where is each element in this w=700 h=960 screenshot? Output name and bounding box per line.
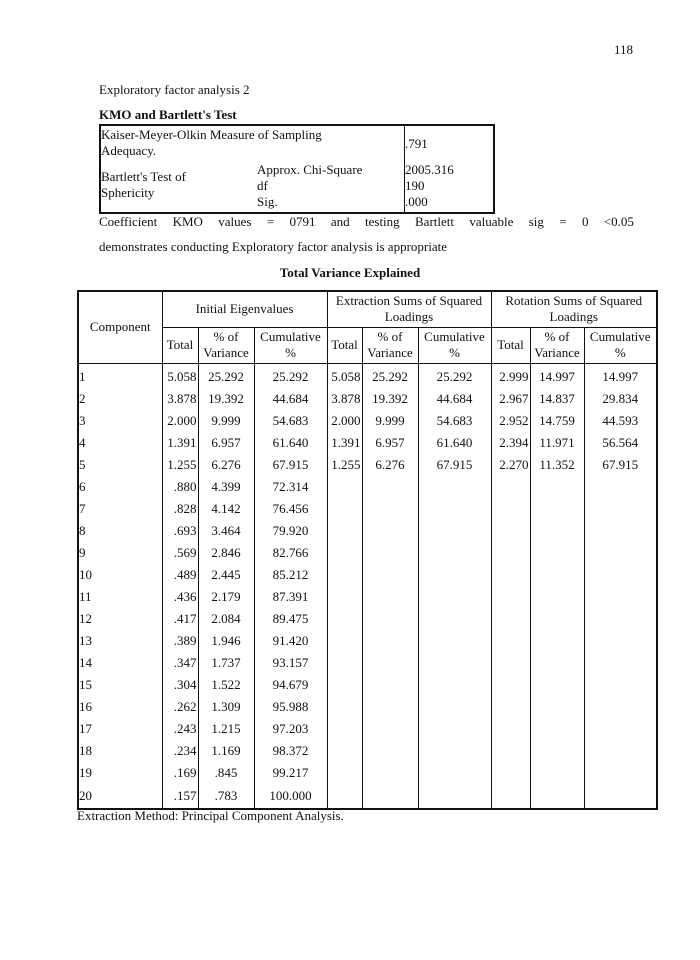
value-cell: 14.759 [530, 410, 584, 432]
value-cell [584, 740, 657, 762]
value-cell: 76.456 [254, 498, 327, 520]
component-cell: 6 [78, 476, 162, 498]
value-cell: 97.203 [254, 718, 327, 740]
value-cell: 87.391 [254, 586, 327, 608]
component-cell: 2 [78, 388, 162, 410]
value-cell [362, 608, 418, 630]
value-cell [327, 542, 362, 564]
paragraph-word: 0791 [289, 214, 316, 229]
value-cell [362, 498, 418, 520]
value-cell [530, 762, 584, 784]
value-cell: 93.157 [254, 652, 327, 674]
value-cell: .347 [162, 652, 198, 674]
value-cell: 67.915 [254, 454, 327, 476]
table-row [78, 696, 657, 718]
kmo-value: .791 [405, 136, 428, 151]
value-cell: 2.952 [491, 410, 530, 432]
value-cell [327, 608, 362, 630]
value-cell: .693 [162, 520, 198, 542]
value-cell: 4.399 [198, 476, 254, 498]
value-cell: 61.640 [254, 432, 327, 454]
value-cell [418, 608, 491, 630]
table-row [78, 652, 657, 674]
value-cell: 6.957 [198, 432, 254, 454]
value-cell [327, 740, 362, 762]
value-cell: 44.684 [254, 388, 327, 410]
value-cell: .569 [162, 542, 198, 564]
value-cell [584, 784, 657, 809]
value-cell: 1.309 [198, 696, 254, 718]
value-cell [530, 564, 584, 586]
table-row [78, 520, 657, 542]
component-cell: 1 [78, 363, 162, 388]
value-cell: 1.737 [198, 652, 254, 674]
subheader: % of Variance [198, 327, 254, 363]
value-cell [327, 476, 362, 498]
value-cell [418, 586, 491, 608]
table-row [78, 718, 657, 740]
value-cell: 99.217 [254, 762, 327, 784]
value-cell: 3.878 [162, 388, 198, 410]
table-row [78, 498, 657, 520]
component-cell: 8 [78, 520, 162, 542]
value-cell [362, 542, 418, 564]
component-cell: 5 [78, 454, 162, 476]
value-cell [327, 564, 362, 586]
value-cell [418, 762, 491, 784]
component-cell: 15 [78, 674, 162, 696]
value-cell: 19.392 [198, 388, 254, 410]
table-row [78, 432, 657, 454]
value-cell: 54.683 [254, 410, 327, 432]
table-footnote: Extraction Method: Principal Component Analysis. [77, 808, 344, 823]
value-cell [530, 696, 584, 718]
subheader: Total [162, 327, 198, 363]
value-cell [491, 564, 530, 586]
value-cell: 79.920 [254, 520, 327, 542]
value-cell: 94.679 [254, 674, 327, 696]
value-cell: .436 [162, 586, 198, 608]
component-cell: 11 [78, 586, 162, 608]
section-heading: Exploratory factor analysis 2 [99, 82, 250, 97]
value-cell: 14.997 [530, 363, 584, 388]
value-cell [530, 740, 584, 762]
value-cell [584, 542, 657, 564]
value-cell: 9.999 [198, 410, 254, 432]
sig-label: Sig. [257, 194, 278, 209]
value-cell [491, 476, 530, 498]
value-cell [530, 608, 584, 630]
value-cell: 2.445 [198, 564, 254, 586]
value-cell [584, 630, 657, 652]
value-cell: 44.593 [584, 410, 657, 432]
subheader: Total [327, 327, 362, 363]
component-cell: 12 [78, 608, 162, 630]
value-cell: 2.967 [491, 388, 530, 410]
value-cell [327, 652, 362, 674]
value-cell: .828 [162, 498, 198, 520]
value-cell [327, 718, 362, 740]
subheader: Cumulative % [418, 327, 491, 363]
table-row [78, 674, 657, 696]
value-cell [362, 476, 418, 498]
table-row [78, 410, 657, 432]
value-cell [362, 520, 418, 542]
value-cell: 4.142 [198, 498, 254, 520]
value-cell [491, 674, 530, 696]
value-cell: 25.292 [198, 363, 254, 388]
table-row [78, 784, 657, 809]
value-cell: 89.475 [254, 608, 327, 630]
value-cell: 1.255 [162, 454, 198, 476]
value-cell [418, 520, 491, 542]
value-cell [491, 498, 530, 520]
component-cell: 4 [78, 432, 162, 454]
value-cell: .157 [162, 784, 198, 809]
value-cell [491, 586, 530, 608]
value-cell [362, 784, 418, 809]
chi-value: 2005.316 [405, 162, 454, 177]
value-cell: .234 [162, 740, 198, 762]
value-cell [418, 674, 491, 696]
value-cell: 19.392 [362, 388, 418, 410]
value-cell [362, 696, 418, 718]
table-row [78, 630, 657, 652]
group-header: Initial Eigenvalues [162, 291, 327, 327]
value-cell: 5.058 [162, 363, 198, 388]
kmo-table [99, 124, 495, 214]
value-cell: 67.915 [418, 454, 491, 476]
value-cell [362, 564, 418, 586]
df-label: df [257, 178, 268, 193]
value-cell: .389 [162, 630, 198, 652]
value-cell [491, 762, 530, 784]
subheader: % of Variance [530, 327, 584, 363]
component-header: Component [78, 291, 162, 363]
value-cell: 100.000 [254, 784, 327, 809]
value-cell: 11.971 [530, 432, 584, 454]
value-cell [584, 586, 657, 608]
paragraph-word: valuable [469, 214, 514, 229]
value-cell [362, 630, 418, 652]
value-cell [584, 608, 657, 630]
value-cell: 1.169 [198, 740, 254, 762]
value-cell: 1.391 [327, 432, 362, 454]
value-cell [530, 498, 584, 520]
paragraph-word: <0.05 [603, 214, 634, 229]
component-cell: 13 [78, 630, 162, 652]
value-cell [530, 784, 584, 809]
value-cell [530, 674, 584, 696]
paragraph-word: = [266, 214, 275, 229]
value-cell: 25.292 [254, 363, 327, 388]
value-cell: .169 [162, 762, 198, 784]
value-cell: .880 [162, 476, 198, 498]
value-cell [418, 652, 491, 674]
component-cell: 10 [78, 564, 162, 586]
value-cell [584, 498, 657, 520]
value-cell: 2.084 [198, 608, 254, 630]
value-cell: 5.058 [327, 363, 362, 388]
value-cell: 1.215 [198, 718, 254, 740]
subheader: Total [491, 327, 530, 363]
value-cell: .417 [162, 608, 198, 630]
value-cell [418, 564, 491, 586]
value-cell: 6.276 [198, 454, 254, 476]
value-cell: .489 [162, 564, 198, 586]
value-cell: 2.846 [198, 542, 254, 564]
paragraph-word: = [559, 214, 567, 229]
value-cell [530, 520, 584, 542]
component-cell: 17 [78, 718, 162, 740]
value-cell [491, 542, 530, 564]
kmo-table-title: KMO and Bartlett's Test [99, 107, 237, 122]
df-value: 190 [405, 178, 425, 193]
component-cell: 14 [78, 652, 162, 674]
table-row [78, 542, 657, 564]
value-cell [327, 674, 362, 696]
value-cell: 82.766 [254, 542, 327, 564]
subheader: Cumulative % [584, 327, 657, 363]
value-cell [418, 740, 491, 762]
value-cell [491, 520, 530, 542]
value-cell [327, 762, 362, 784]
paragraph-word: KMO [172, 214, 203, 229]
value-cell [530, 586, 584, 608]
table-row [78, 762, 657, 784]
kmo-label: Kaiser-Meyer-Olkin Measure of Sampling Adequacy. [101, 127, 322, 158]
value-cell: 9.999 [362, 410, 418, 432]
value-cell [418, 784, 491, 809]
value-cell [327, 498, 362, 520]
value-cell [491, 608, 530, 630]
value-cell: 54.683 [418, 410, 491, 432]
paragraph-word: Bartlett [415, 214, 455, 229]
sig-value: .000 [405, 194, 428, 209]
value-cell [362, 586, 418, 608]
value-cell [530, 718, 584, 740]
value-cell: 67.915 [584, 454, 657, 476]
value-cell: 85.212 [254, 564, 327, 586]
component-cell: 20 [78, 784, 162, 809]
component-cell: 18 [78, 740, 162, 762]
value-cell [584, 718, 657, 740]
value-cell: .304 [162, 674, 198, 696]
table-row [78, 363, 657, 388]
value-cell [584, 564, 657, 586]
table-row [78, 740, 657, 762]
value-cell [327, 784, 362, 809]
group-header: Extraction Sums of Squared Loadings [327, 291, 491, 327]
component-cell: 19 [78, 762, 162, 784]
value-cell [491, 630, 530, 652]
value-cell [584, 652, 657, 674]
table-row [78, 454, 657, 476]
value-cell [530, 542, 584, 564]
value-cell: .845 [198, 762, 254, 784]
value-cell [491, 696, 530, 718]
component-cell: 9 [78, 542, 162, 564]
component-cell: 16 [78, 696, 162, 718]
value-cell [584, 762, 657, 784]
table-row [78, 564, 657, 586]
value-cell: 2.000 [327, 410, 362, 432]
value-cell: 14.837 [530, 388, 584, 410]
value-cell [418, 696, 491, 718]
value-cell [362, 718, 418, 740]
value-cell: 56.564 [584, 432, 657, 454]
value-cell [327, 520, 362, 542]
value-cell [491, 652, 530, 674]
value-cell: 1.946 [198, 630, 254, 652]
value-cell [418, 718, 491, 740]
subheader: % of Variance [362, 327, 418, 363]
value-cell: 1.391 [162, 432, 198, 454]
page-number: 118 [614, 42, 634, 57]
value-cell [530, 630, 584, 652]
value-cell: 98.372 [254, 740, 327, 762]
table-row [78, 388, 657, 410]
value-cell: 2.999 [491, 363, 530, 388]
paragraph-word: values [218, 214, 252, 229]
value-cell: 2.394 [491, 432, 530, 454]
value-cell: 3.464 [198, 520, 254, 542]
value-cell [418, 542, 491, 564]
paragraph-word: testing [365, 214, 400, 229]
value-cell [327, 630, 362, 652]
value-cell: 72.314 [254, 476, 327, 498]
value-cell: 11.352 [530, 454, 584, 476]
value-cell: 14.997 [584, 363, 657, 388]
value-cell [362, 762, 418, 784]
value-cell [327, 586, 362, 608]
value-cell [418, 630, 491, 652]
value-cell: 1.255 [327, 454, 362, 476]
value-cell: .243 [162, 718, 198, 740]
value-cell [530, 476, 584, 498]
value-cell: .783 [198, 784, 254, 809]
value-cell: 95.988 [254, 696, 327, 718]
value-cell [418, 476, 491, 498]
paragraph-word: Coefficient [99, 214, 158, 229]
subheader: Cumulative % [254, 327, 327, 363]
tve-table-title: Total Variance Explained [279, 265, 421, 280]
value-cell [491, 718, 530, 740]
value-cell: 91.420 [254, 630, 327, 652]
value-cell [418, 498, 491, 520]
group-header: Rotation Sums of Squared Loadings [491, 291, 657, 327]
bartlett-label: Bartlett's Test of Sphericity [101, 169, 186, 200]
value-cell: 29.834 [584, 388, 657, 410]
component-cell: 3 [78, 410, 162, 432]
value-cell: 2.000 [162, 410, 198, 432]
value-cell [362, 674, 418, 696]
value-cell: 25.292 [418, 363, 491, 388]
value-cell [362, 652, 418, 674]
value-cell: 2.179 [198, 586, 254, 608]
paragraph-word: sig [528, 214, 544, 229]
paragraph-word: 0 [581, 214, 589, 229]
paragraph-line-1 [99, 214, 634, 230]
table-row [78, 608, 657, 630]
value-cell: 6.276 [362, 454, 418, 476]
value-cell: 2.270 [491, 454, 530, 476]
value-cell [491, 784, 530, 809]
value-cell: 3.878 [327, 388, 362, 410]
value-cell [584, 696, 657, 718]
value-cell [530, 652, 584, 674]
value-cell: 6.957 [362, 432, 418, 454]
value-cell: 25.292 [362, 363, 418, 388]
total-variance-table [77, 290, 658, 810]
value-cell [584, 476, 657, 498]
table-row [78, 476, 657, 498]
value-cell [584, 674, 657, 696]
table-row [78, 586, 657, 608]
value-cell: 61.640 [418, 432, 491, 454]
chi-label: Approx. Chi-Square [257, 162, 363, 177]
value-cell: 44.684 [418, 388, 491, 410]
value-cell: 1.522 [198, 674, 254, 696]
paragraph-word: and [330, 214, 350, 229]
value-cell [491, 740, 530, 762]
paragraph-line-2: demonstrates conducting Exploratory factor analysis is appropriate [99, 239, 448, 254]
value-cell [327, 696, 362, 718]
value-cell [584, 520, 657, 542]
value-cell: .262 [162, 696, 198, 718]
component-cell: 7 [78, 498, 162, 520]
value-cell [362, 740, 418, 762]
